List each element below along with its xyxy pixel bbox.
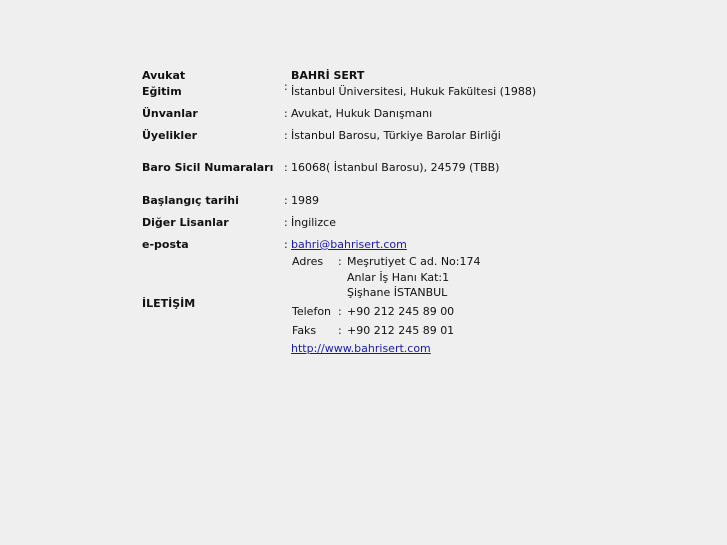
address-line-1: Meşrutiyet C ad. No:174 [347,255,481,268]
email-colon: : [284,238,288,251]
titles-colon: : [284,107,288,120]
fax-colon: : [338,324,342,337]
role-label: Avukat [142,69,186,82]
other-languages-colon: : [284,216,288,229]
education-colon: : [284,80,288,93]
other-languages-value: İngilizce [291,216,336,229]
education-value: İstanbul Üniversitesi, Hukuk Fakültesi (1988) [291,85,537,98]
website-link[interactable]: http://www.bahrisert.com [291,342,431,355]
fax-value: +90 212 245 89 01 [347,324,455,337]
titles-value: Avukat, Hukuk Danışmanı [291,107,433,120]
address-colon: : [338,255,342,268]
start-date-colon: : [284,194,288,207]
phone-label: Telefon [292,305,332,318]
memberships-label: Üyelikler [142,129,198,142]
bar-number-colon: : [284,161,288,174]
memberships-value: İstanbul Barosu, Türkiye Barolar Birliği [291,129,501,142]
bar-number-label: Baro Sicil Numaraları [142,161,274,174]
address-line-2: Anlar İş Hanı Kat:1 [347,271,450,284]
phone-value: +90 212 245 89 00 [347,305,455,318]
start-date-value: 1989 [291,194,319,207]
memberships-colon: : [284,129,288,142]
phone-colon: : [338,305,342,318]
titles-label: Ünvanlar [142,107,198,120]
bar-number-value: 16068( İstanbul Barosu), 24579 (TBB) [291,161,500,174]
other-languages-label: Diğer Lisanlar [142,216,229,229]
fax-label: Faks [292,324,317,337]
education-label: Eğitim [142,85,182,98]
contact-section-label: İLETİŞİM [142,297,196,310]
address-line-3: Şişhane İSTANBUL [347,286,448,299]
email-link[interactable]: bahri@bahrisert.com [291,238,407,251]
lawyer-name: BAHRİ SERT [291,69,365,82]
address-label: Adres [292,255,324,268]
email-label: e-posta [142,238,189,251]
start-date-label: Başlangıç tarihi [142,194,239,207]
